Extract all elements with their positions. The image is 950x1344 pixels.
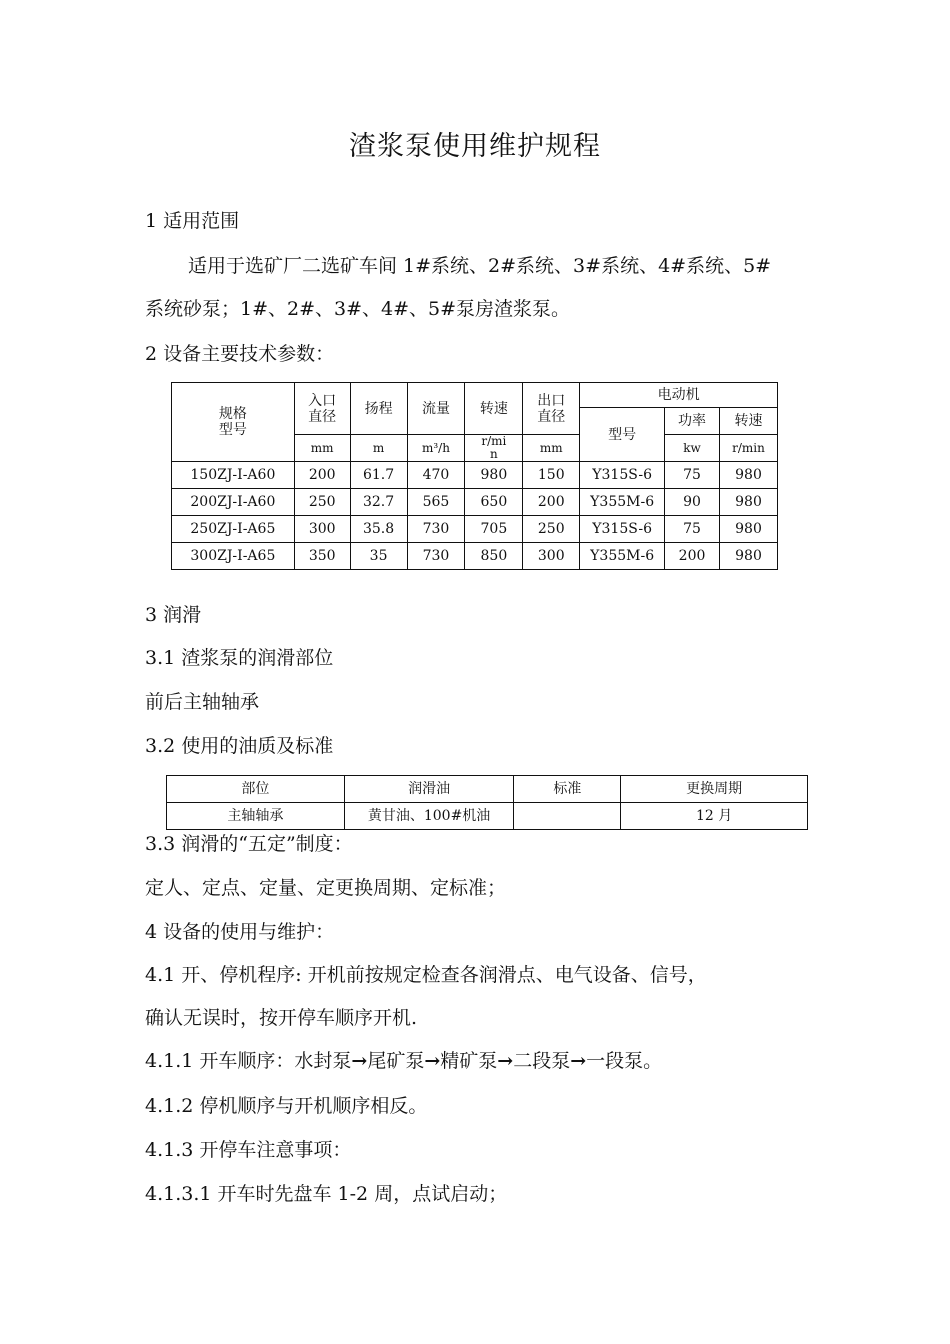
cell-motor-power: 75	[665, 462, 720, 489]
header-model: 规格 型号	[172, 383, 295, 462]
step-4: 二段泵	[513, 1050, 571, 1072]
header-head: 扬程	[350, 383, 407, 435]
cell-motor-model: Y355M-6	[580, 543, 665, 570]
section-4-1-3: 4.1.3 开停车注意事项：	[145, 1139, 352, 1161]
section-3-2-heading: 3.2 使用的油质及标准	[145, 735, 334, 757]
cell-speed: 650	[465, 489, 523, 516]
section-1-text-line1: 适用于选矿厂二选矿车间 1#系统、2#系统、3#系统、4#系统、5#	[188, 255, 772, 277]
cell-motor-power: 200	[665, 543, 720, 570]
header-standard: 标准	[514, 776, 621, 803]
section-3-3-heading: 3.3 润滑的“五定”制度：	[145, 833, 353, 855]
cell-head: 35.8	[350, 516, 407, 543]
section-4-1-3-1: 4.1.3.1 开车时先盘车 1-2 周，点试启动；	[145, 1183, 508, 1205]
cell-flow: 470	[407, 462, 465, 489]
cell-motor-speed: 980	[720, 543, 778, 570]
cell-motor-speed: 980	[720, 516, 778, 543]
arrow-right-icon: →	[497, 1050, 514, 1072]
cell-model: 150ZJ-Ⅰ-A60	[172, 462, 295, 489]
section-4-1-1-prefix: 4.1.1 开车顺序：	[145, 1050, 295, 1072]
cell-outlet: 300	[523, 543, 580, 570]
page-title: 渣浆泵使用维护规程	[349, 131, 601, 162]
header-outlet: 出口 直径	[523, 383, 580, 435]
header-motor-power: 功率	[665, 408, 720, 435]
section-4-1-1	[145, 1046, 662, 1073]
table-row	[172, 543, 778, 570]
cell-head: 61.7	[350, 462, 407, 489]
cell-inlet: 300	[294, 516, 350, 543]
cell-motor-model: Y315S-6	[580, 516, 665, 543]
section-2-heading: 2 设备主要技术参数：	[145, 343, 335, 365]
lube-table	[166, 775, 808, 830]
cell-head: 32.7	[350, 489, 407, 516]
cell-motor-model: Y315S-6	[580, 462, 665, 489]
cell-flow: 730	[407, 516, 465, 543]
cell-cycle: 12 月	[621, 803, 808, 830]
step-3: 精矿泵	[440, 1050, 498, 1072]
section-3-1-text: 前后主轴轴承	[145, 691, 260, 713]
header-oil: 润滑油	[344, 776, 514, 803]
cell-outlet: 200	[523, 489, 580, 516]
cell-inlet: 350	[294, 543, 350, 570]
section-3-3-text: 定人、定点、定量、定更换周期、定标准；	[145, 877, 507, 899]
header-cycle: 更换周期	[621, 776, 808, 803]
cell-speed: 705	[465, 516, 523, 543]
cell-standard	[514, 803, 621, 830]
header-flow: 流量	[407, 383, 465, 435]
section-3-1-heading: 3.1 渣浆泵的润滑部位	[145, 647, 334, 669]
arrow-right-icon: →	[424, 1050, 441, 1072]
step-end: 。	[643, 1050, 663, 1072]
unit-head: m	[350, 435, 407, 462]
unit-motor-speed: r/min	[720, 435, 778, 462]
cell-outlet: 150	[523, 462, 580, 489]
table-row	[167, 803, 808, 830]
cell-flow: 730	[407, 543, 465, 570]
cell-motor-power: 90	[665, 489, 720, 516]
header-part: 部位	[167, 776, 345, 803]
cell-model: 200ZJ-Ⅰ-A60	[172, 489, 295, 516]
cell-flow: 565	[407, 489, 465, 516]
cell-motor-model: Y355M-6	[580, 489, 665, 516]
table-row	[172, 462, 778, 489]
cell-motor-speed: 980	[720, 489, 778, 516]
section-1-text-line2: 系统砂泵；1#、2#、3#、4#、5#泵房渣浆泵。	[145, 298, 571, 320]
header-motor-model: 型号	[580, 408, 665, 462]
cell-model: 250ZJ-Ⅰ-A65	[172, 516, 295, 543]
cell-oil: 黄甘油、100#机油	[344, 803, 514, 830]
step-2: 尾矿泵	[367, 1050, 425, 1072]
cell-model: 300ZJ-Ⅰ-A65	[172, 543, 295, 570]
spec-table	[171, 382, 778, 570]
section-4-heading: 4 设备的使用与维护：	[145, 921, 335, 943]
arrow-right-icon: →	[351, 1050, 368, 1072]
step-5: 一段泵	[586, 1050, 644, 1072]
table-row	[172, 516, 778, 543]
section-4-1-line2: 确认无误时，按开停车顺序开机.	[145, 1007, 418, 1029]
cell-speed: 850	[465, 543, 523, 570]
cell-inlet: 200	[294, 462, 350, 489]
unit-flow: m³/h	[407, 435, 465, 462]
header-motor: 电动机	[580, 383, 778, 408]
cell-motor-power: 75	[665, 516, 720, 543]
cell-head: 35	[350, 543, 407, 570]
cell-motor-speed: 980	[720, 462, 778, 489]
step-1: 水封泵	[294, 1050, 352, 1072]
unit-speed: r/mi n	[465, 435, 523, 462]
unit-inlet: mm	[294, 435, 350, 462]
cell-part: 主轴轴承	[167, 803, 345, 830]
section-3-heading: 3 润滑	[145, 604, 202, 626]
header-speed: 转速	[465, 383, 523, 435]
section-1-heading: 1 适用范围	[145, 210, 240, 232]
cell-outlet: 250	[523, 516, 580, 543]
section-4-1-2: 4.1.2 停机顺序与开机顺序相反。	[145, 1095, 428, 1117]
header-motor-speed: 转速	[720, 408, 778, 435]
table-row	[172, 489, 778, 516]
arrow-right-icon: →	[570, 1050, 587, 1072]
section-4-1-line1: 4.1 开、停机程序: 开机前按规定检查各润滑点、电气设备、信号，	[145, 964, 707, 986]
unit-outlet: mm	[523, 435, 580, 462]
cell-speed: 980	[465, 462, 523, 489]
header-inlet: 入口 直径	[294, 383, 350, 435]
unit-motor-power: kw	[665, 435, 720, 462]
cell-inlet: 250	[294, 489, 350, 516]
